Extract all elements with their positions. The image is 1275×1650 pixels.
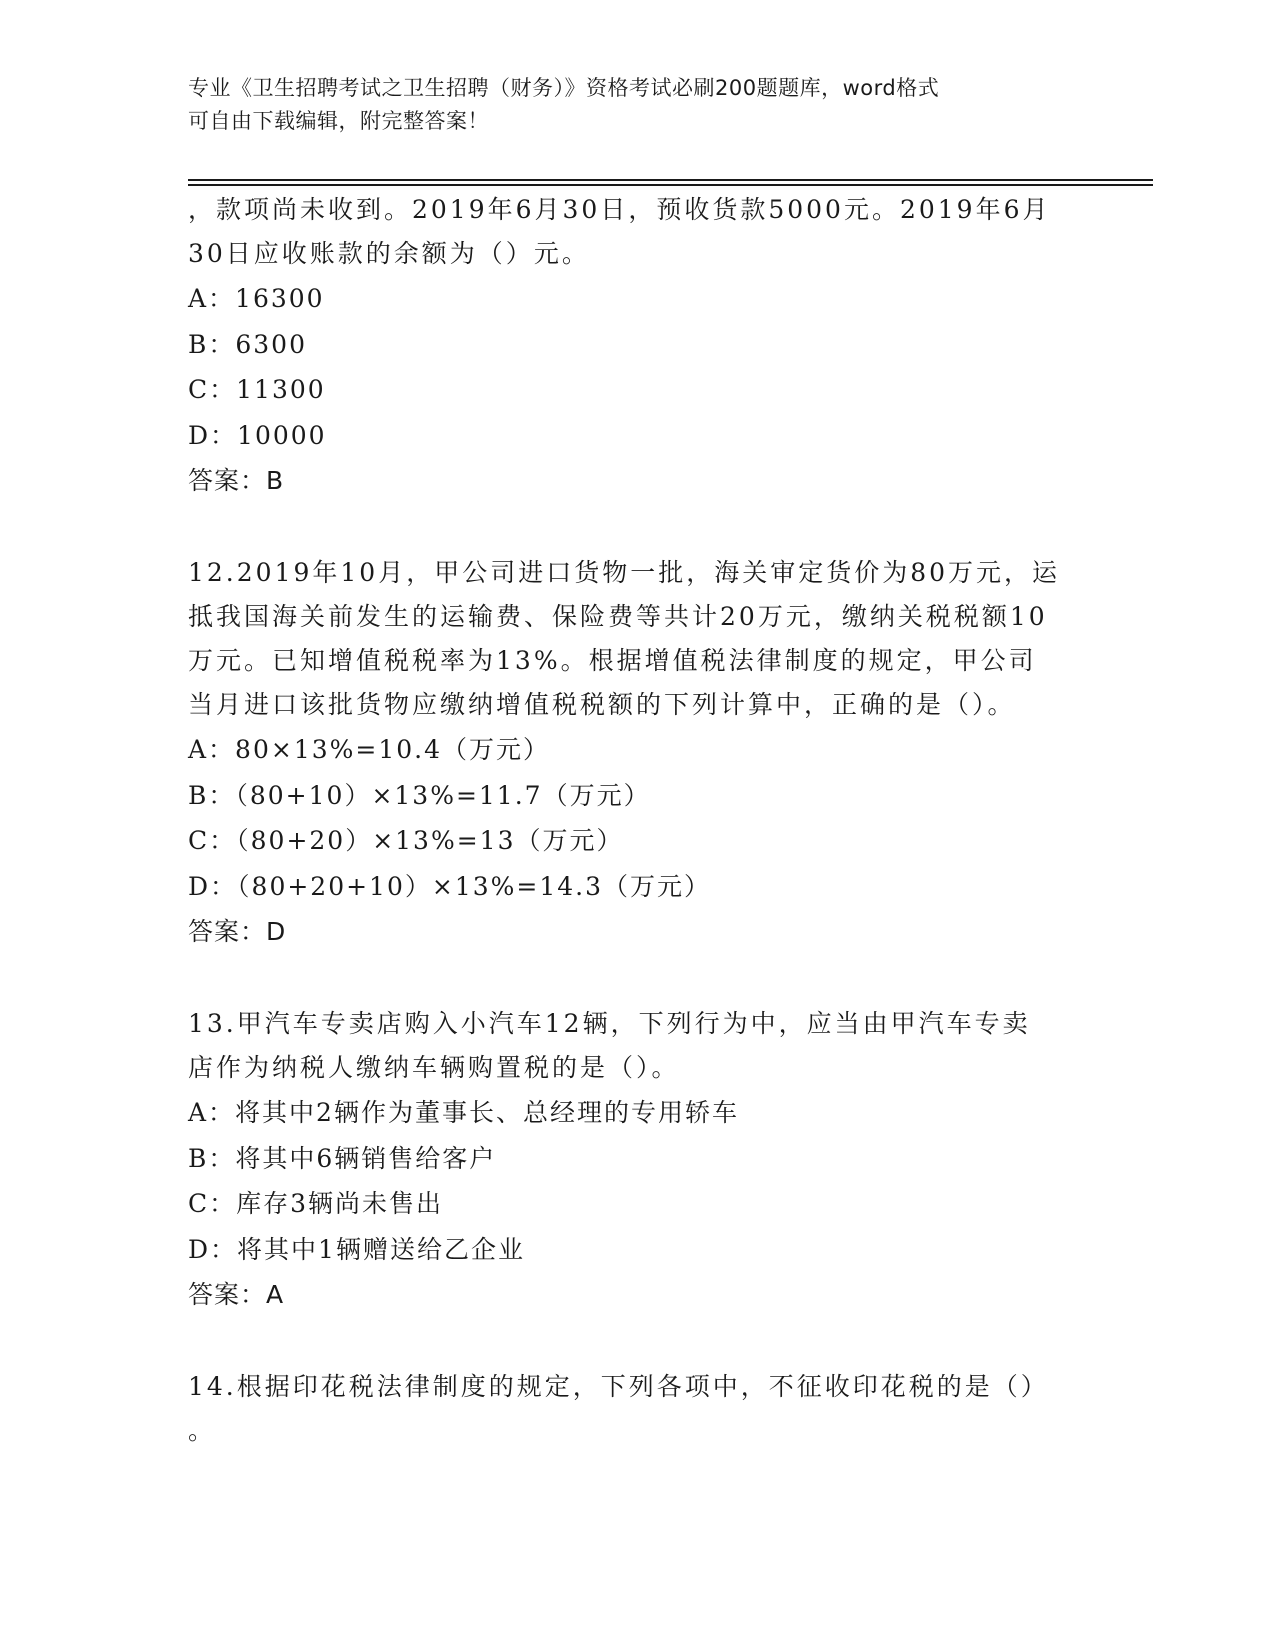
question-stem-line: 当月进口该批货物应缴纳增值税税额的下列计算中，正确的是（）。 xyxy=(188,690,1016,719)
option-b: B：将其中6辆销售给客户 xyxy=(188,1143,497,1173)
answer-line: 答案：B xyxy=(188,466,285,495)
question-block xyxy=(188,1365,1098,1453)
option-d: D：将其中1辆赠送给乙企业 xyxy=(188,1234,525,1264)
option-d: D：（80+20+10）×13%=14.3（万元） xyxy=(188,871,711,901)
option-c: C：库存3辆尚未售出 xyxy=(188,1189,444,1218)
option-c: C：（80+20）×13%=13（万元） xyxy=(188,826,624,855)
option-b: B：（80+10）×13%=11.7（万元） xyxy=(188,780,651,810)
answer-line: 答案：A xyxy=(188,1280,285,1309)
document-body xyxy=(188,188,1098,1453)
option-b: B：6300 xyxy=(188,329,307,359)
question-stem-line: 30日应收账款的余额为（）元。 xyxy=(188,239,590,268)
header-line-2: 可自由下载编辑，附完整答案！ xyxy=(188,109,489,133)
question-block xyxy=(188,1002,1098,1317)
question-stem-line: 店作为纳税人缴纳车辆购置税的是（）。 xyxy=(188,1053,680,1082)
question-stem-line: 万元。已知增值税税率为13%。根据增值税法律制度的规定，甲公司 xyxy=(188,646,1037,675)
page-header xyxy=(188,72,1088,138)
option-a: A：16300 xyxy=(188,284,325,313)
option-a: A：将其中2辆作为董事长、总经理的专用轿车 xyxy=(188,1098,739,1127)
question-block xyxy=(188,551,1098,954)
question-stem-line: 12.2019年10月，甲公司进口货物一批，海关审定货价为80万元，运 xyxy=(188,558,1061,587)
question-block xyxy=(188,188,1098,503)
header-rule-top xyxy=(188,179,1153,181)
question-stem-line: 13.甲汽车专卖店购入小汽车12辆，下列行为中，应当由甲汽车专卖 xyxy=(188,1009,1031,1038)
answer-line: 答案：D xyxy=(188,917,287,946)
option-c: C：11300 xyxy=(188,375,326,404)
header-line-1: 专业《卫生招聘考试之卫生招聘（财务）》资格考试必刷200题题库，word格式 xyxy=(188,76,940,100)
option-a: A：80×13%=10.4（万元） xyxy=(188,735,550,764)
question-stem-line: 14.根据印花税法律制度的规定，下列各项中，不征收印花税的是（） xyxy=(188,1372,1049,1401)
question-stem-line: 。 xyxy=(188,1416,217,1445)
header-rule-bottom xyxy=(188,184,1153,186)
question-stem-line: ，款项尚未收到。2019年6月30日，预收货款5000元。2019年6月 xyxy=(188,195,1051,224)
option-d: D：10000 xyxy=(188,420,327,450)
question-stem-line: 抵我国海关前发生的运输费、保险费等共计20万元，缴纳关税税额10 xyxy=(188,602,1048,631)
